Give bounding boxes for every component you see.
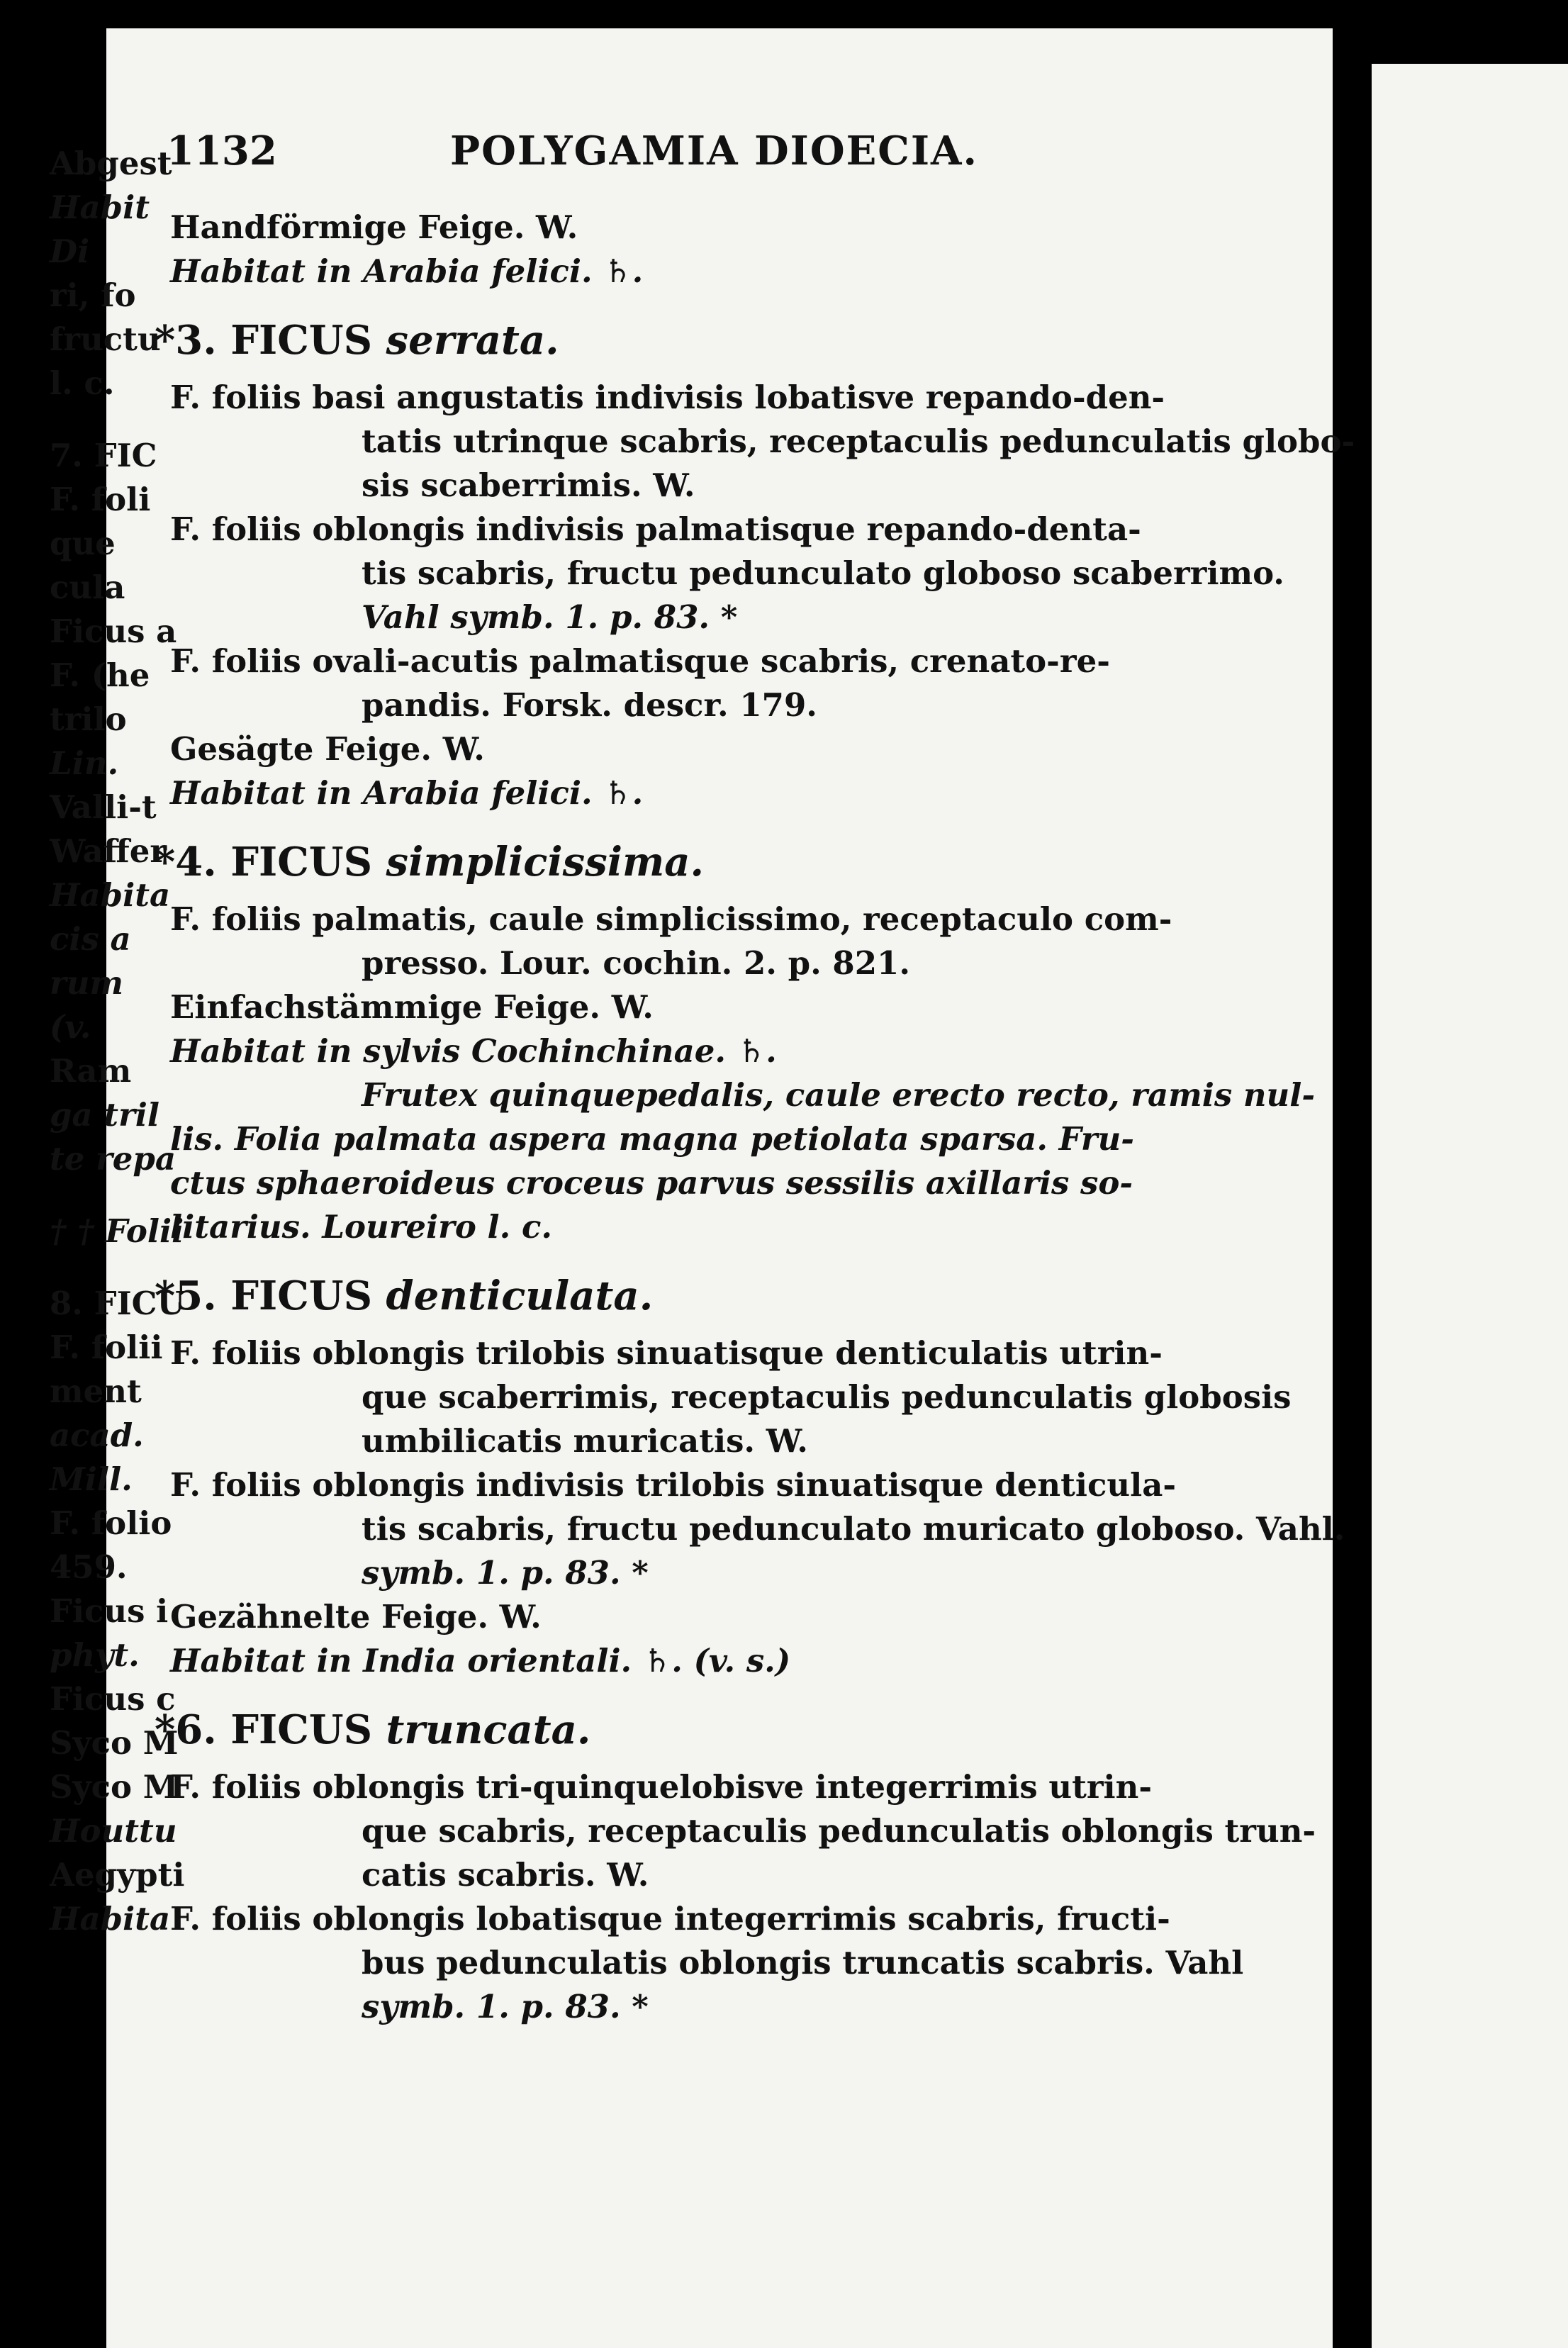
- right-page-line: 8. FICU: [50, 1285, 185, 1322]
- species-genus: *5. FICUS: [155, 1273, 386, 1319]
- entry-line: que scaberrimis, receptaculis pedunculatis globosis: [362, 1378, 1292, 1416]
- right-page-line: Aegypti: [50, 1856, 185, 1894]
- entry-line: Habitat in sylvis Cochinchinae. ♄.: [170, 1032, 777, 1070]
- right-page-line: Valli-t: [50, 788, 157, 826]
- right-page-line: Mill.: [50, 1460, 133, 1498]
- right-page-line: F. folii: [50, 1329, 163, 1366]
- page-number: 1132: [167, 128, 277, 174]
- entry-line: Gesägte Feige. W.: [170, 730, 485, 768]
- entry-line: F. foliis oblongis trilobis sinuatisque denticulatis utrin-: [170, 1334, 1163, 1372]
- entry-line: F. foliis palmatis, caule simplicissimo, receptaculo com-: [170, 900, 1172, 938]
- species-genus: *4. FICUS: [155, 839, 386, 885]
- right-page-line: Ficus c: [50, 1680, 176, 1718]
- species-heading: [155, 305, 1297, 376]
- species-epithet: simplicissima.: [386, 839, 705, 885]
- species-genus: *6. FICUS: [155, 1706, 386, 1753]
- right-page-line: rum: [50, 964, 124, 1002]
- species-epithet: denticulata.: [386, 1273, 654, 1319]
- right-page-line: Ficus a: [50, 613, 177, 650]
- right-page-line: cula: [50, 569, 125, 606]
- right-page-line: Di: [50, 233, 90, 270]
- right-page-line: phyt.: [50, 1636, 140, 1674]
- species-genus: *3. FICUS: [155, 317, 386, 364]
- entry-line: tis scabris, fructu pedunculato muricato globoso. Vahl.: [362, 1510, 1345, 1548]
- right-page-line: te repa: [50, 1140, 177, 1178]
- species-epithet: serrata.: [386, 317, 559, 364]
- entry-line: F. foliis oblongis lobatisque integerrimis scabris, fructi-: [170, 1900, 1170, 1938]
- intro-line: Handförmige Feige. W.: [170, 208, 578, 246]
- right-page-line: Ram: [50, 1052, 132, 1090]
- entry-line: umbilicatis muricatis. W.: [362, 1422, 808, 1460]
- entry-line: F. foliis ovali-acutis palmatisque scabris, crenato-re-: [170, 642, 1110, 680]
- entry-line: Einfachstämmige Feige. W.: [170, 988, 654, 1026]
- right-page-line: Abgest: [50, 145, 172, 182]
- right-page-line: Habita: [50, 876, 171, 914]
- right-page-line: fructu: [50, 320, 161, 358]
- right-page-line: ri, fo: [50, 276, 136, 314]
- right-page-line: ga tril: [50, 1096, 159, 1134]
- right-page-line: (v.: [50, 1008, 91, 1046]
- entry-line: Habitat in Arabia felici. ♄.: [170, 774, 644, 812]
- right-page-line: F. folio: [50, 1504, 172, 1542]
- entry-line: tatis utrinque scabris, receptaculis pedunculatis globo-: [362, 423, 1355, 460]
- entry-line: Habitat in India orientali. ♄. (v. s.): [170, 1642, 791, 1679]
- entry-line: que scabris, receptaculis pedunculatis oblongis trun-: [362, 1812, 1316, 1850]
- entry-line: catis scabris. W.: [362, 1856, 649, 1894]
- entry-line: Vahl symb. 1. p. 83. *: [362, 598, 738, 636]
- right-page-line: Habit: [50, 189, 150, 226]
- right-page-line: Lin.: [50, 744, 119, 782]
- right-page-line: cis a: [50, 920, 131, 958]
- entry-line: ctus sphaeroideus croceus parvus sessilis axillaris so-: [170, 1164, 1133, 1202]
- page-body: [155, 206, 1355, 2029]
- right-page-line: † † Folii: [50, 1212, 184, 1250]
- entry-line: F. foliis basi angustatis indivisis lobatisve repando-den-: [170, 379, 1165, 416]
- right-page-line: F. (he: [50, 656, 150, 694]
- running-title: POLYGAMIA DIOECIA.: [450, 128, 978, 174]
- entry-line: F. foliis oblongis tri-quinquelobisve integerrimis utrin-: [170, 1768, 1153, 1806]
- spacer: [50, 1181, 234, 1209]
- right-page-line: Waffer: [50, 832, 167, 870]
- entry-line: pandis. Forsk. descr. 179.: [362, 686, 817, 724]
- right-page-line: Syco M: [50, 1724, 179, 1762]
- entry-line: presso. Lour. cochin. 2. p. 821.: [362, 944, 911, 982]
- right-page-line: Habita: [50, 1900, 171, 1938]
- entry-line: tis scabris, fructu pedunculato globoso scaberrimo.: [362, 554, 1284, 592]
- right-page-fragment: [1372, 64, 1568, 2348]
- entry-line: F. foliis oblongis indivisis trilobis sinuatisque denticula-: [170, 1466, 1177, 1504]
- right-page-line: que: [50, 525, 116, 562]
- right-page-line: Houttu: [50, 1812, 177, 1850]
- species-epithet: truncata.: [386, 1706, 591, 1753]
- intro-line: Habitat in Arabia felici. ♄.: [170, 252, 644, 290]
- entry-line: sis scaberrimis. W.: [362, 466, 695, 504]
- right-page-line: trilo: [50, 700, 127, 738]
- right-page-line: F. foli: [50, 481, 151, 518]
- entry-line: Frutex quinquepedalis, caule erecto recto, ramis nul-: [362, 1076, 1316, 1114]
- spacer: [50, 406, 234, 434]
- species-heading: [155, 1260, 1297, 1331]
- species-heading: [155, 827, 1297, 898]
- right-page-line: 459.: [50, 1548, 128, 1586]
- species-heading: [155, 1694, 1297, 1765]
- entry-line: litarius. Loureiro l. c.: [170, 1208, 553, 1246]
- entry-line: symb. 1. p. 83. *: [362, 1554, 649, 1592]
- entry-line: F. foliis oblongis indivisis palmatisque repando-denta-: [170, 510, 1141, 548]
- entry-line: bus pedunculatis oblongis truncatis scabris. Vahl: [362, 1944, 1244, 1981]
- right-page-line: ment: [50, 1373, 142, 1410]
- entry-line: lis. Folia palmata aspera magna petiolata sparsa. Fru-: [170, 1120, 1134, 1158]
- right-page-line: 7. FIC: [50, 437, 157, 474]
- entry-line: Gezähnelte Feige. W.: [170, 1598, 542, 1636]
- entry-line: symb. 1. p. 83. *: [362, 1988, 649, 2025]
- right-page-line: acad.: [50, 1416, 144, 1454]
- running-head: [167, 121, 1301, 199]
- spacer: [50, 1253, 234, 1282]
- right-page-text: [50, 142, 234, 1941]
- right-page-line: Ficus i: [50, 1592, 169, 1630]
- right-page-line: l. c.: [50, 364, 115, 402]
- right-page-line: Syco M: [50, 1768, 179, 1806]
